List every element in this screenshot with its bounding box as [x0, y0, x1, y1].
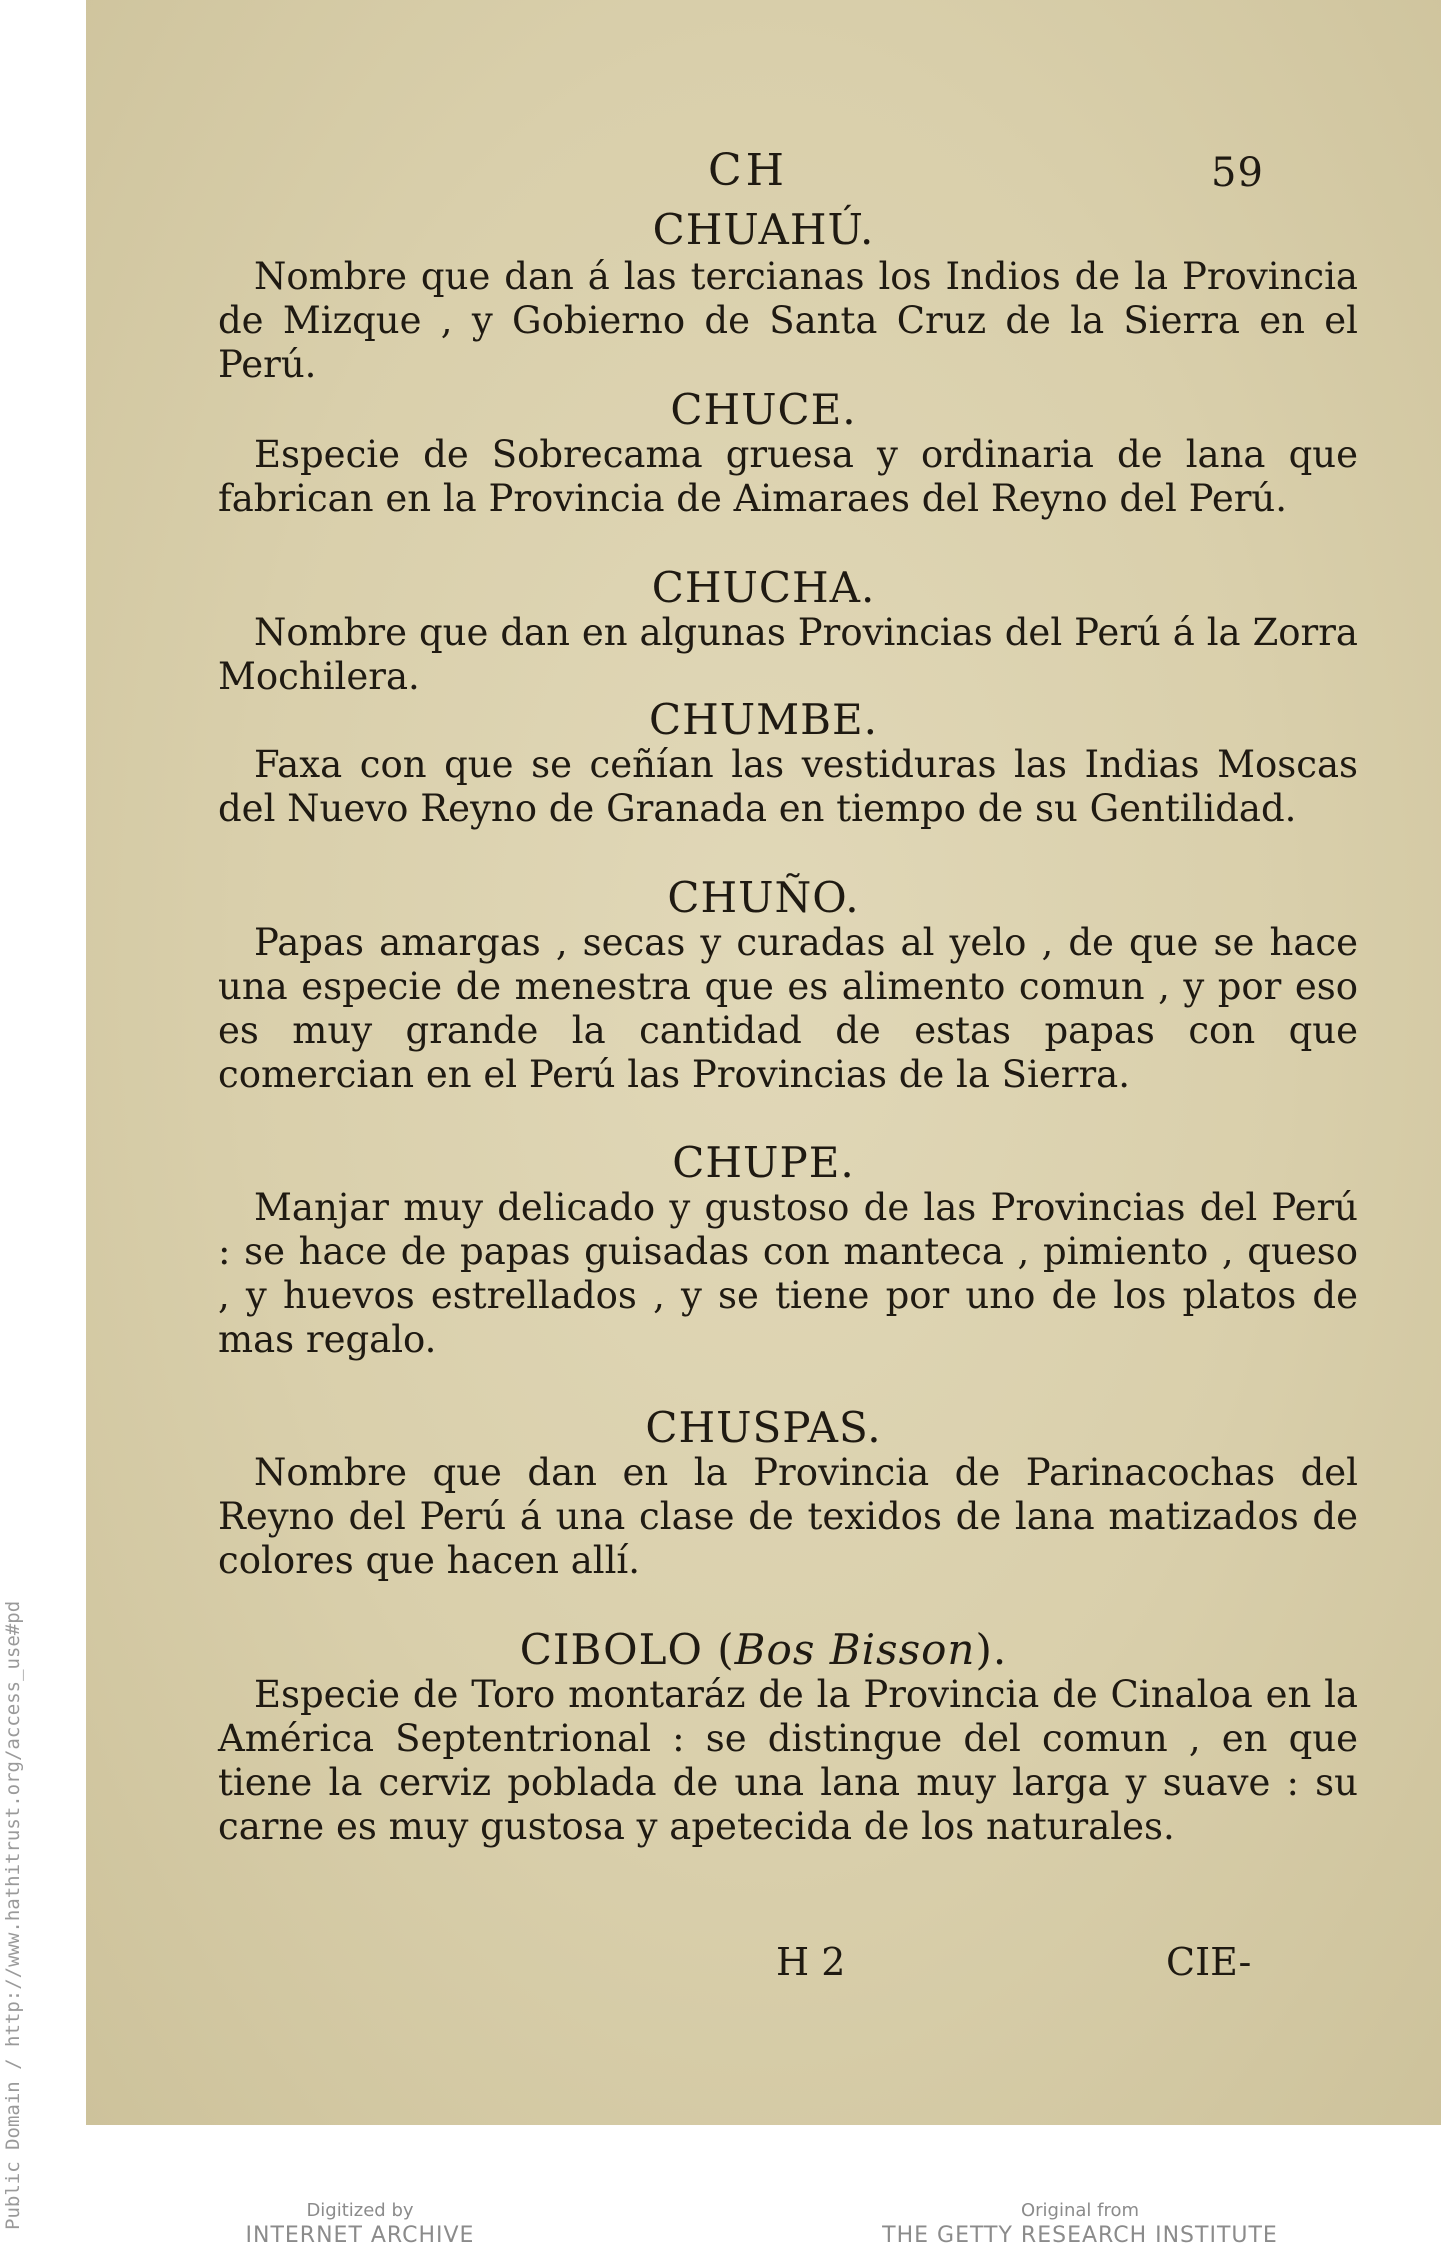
- entry-title: CHUAHÚ.: [652, 205, 875, 254]
- page-number: 59: [1211, 150, 1264, 196]
- entry-body: Especie de Sobrecama gruesa y ordinaria de lana que fabrican en la Provincia de Aimaraes del Reyno del Perú.: [218, 433, 1358, 520]
- entry-title-roman: CIBOLO: [519, 1625, 703, 1674]
- entry-title: CHUCE.: [670, 385, 857, 434]
- entry-body: Nombre que dan en algunas Provincias del Perú á la Zorra Mochilera.: [218, 611, 1358, 698]
- digitized-by: [230, 2200, 490, 2250]
- entry-title: CHUPE.: [672, 1138, 855, 1187]
- access-stamp: [0, 1100, 60, 2230]
- entry-title: CIBOLO (Bos Bisson).: [519, 1625, 1008, 1674]
- entry-title-italic: Bos Bisson: [734, 1625, 976, 1674]
- access-stamp-text: [0, 1223, 26, 2230]
- digitizer-name: INTERNET ARCHIVE: [245, 2223, 475, 2248]
- original-from: [880, 2200, 1280, 2250]
- signature-mark: H 2: [776, 1940, 846, 1984]
- entry-body: Nombre que dan en la Provincia de Parinacochas del Reyno del Perú á una clase de texidos de lana matizados de colores que hacen allí.: [218, 1451, 1358, 1582]
- running-head: CH: [708, 145, 789, 196]
- entry-title: CHUSPAS.: [645, 1403, 882, 1452]
- entry-title: CHUÑO.: [667, 873, 860, 922]
- stamp-line-2: Public Domain / http://www.hathitrust.org/access_use#pd: [2, 1600, 24, 2230]
- entry-body: Especie de Toro montaráz de la Provincia de Cinaloa en la América Septentrional : se distingue del comun , en que tiene la cerviz poblada de una lana muy larga y suave : su carne es muy gustosa y apetecida de los naturales.: [218, 1673, 1358, 1848]
- footer-credits: [0, 2200, 1441, 2255]
- digitized-by-label: Digitized by: [306, 2200, 414, 2221]
- entry-body: Nombre que dan á las tercianas los Indios de la Provincia de Mizque , y Gobierno de Santa Cruz de la Sierra en el Perú.: [218, 255, 1358, 386]
- scanned-page: [86, 0, 1441, 2125]
- entry-body: Faxa con que se ceñían las vestiduras las Indias Moscas del Nuevo Reyno de Granada en tiempo de su Gentilidad.: [218, 743, 1358, 830]
- entry-body: Manjar muy delicado y gustoso de las Provincias del Perú : se hace de papas guisadas con manteca , pimiento , queso , y huevos estrellados , y se tiene por uno de los platos de mas regalo.: [218, 1186, 1358, 1361]
- entry-body: Papas amargas , secas y curadas al yelo , de que se hace una especie de menestra que es alimento comun , y por eso es muy grande la cantidad de estas papas con que comercian en el Perú las Provincias de la Sierra.: [218, 921, 1358, 1096]
- original-from-label: Original from: [1020, 2200, 1140, 2221]
- entry-title: CHUMBE.: [648, 695, 879, 744]
- source-institution: THE GETTY RESEARCH INSTITUTE: [882, 2223, 1278, 2248]
- catchword: CIE-: [1166, 1940, 1252, 1984]
- entry-title: CHUCHA.: [651, 563, 876, 612]
